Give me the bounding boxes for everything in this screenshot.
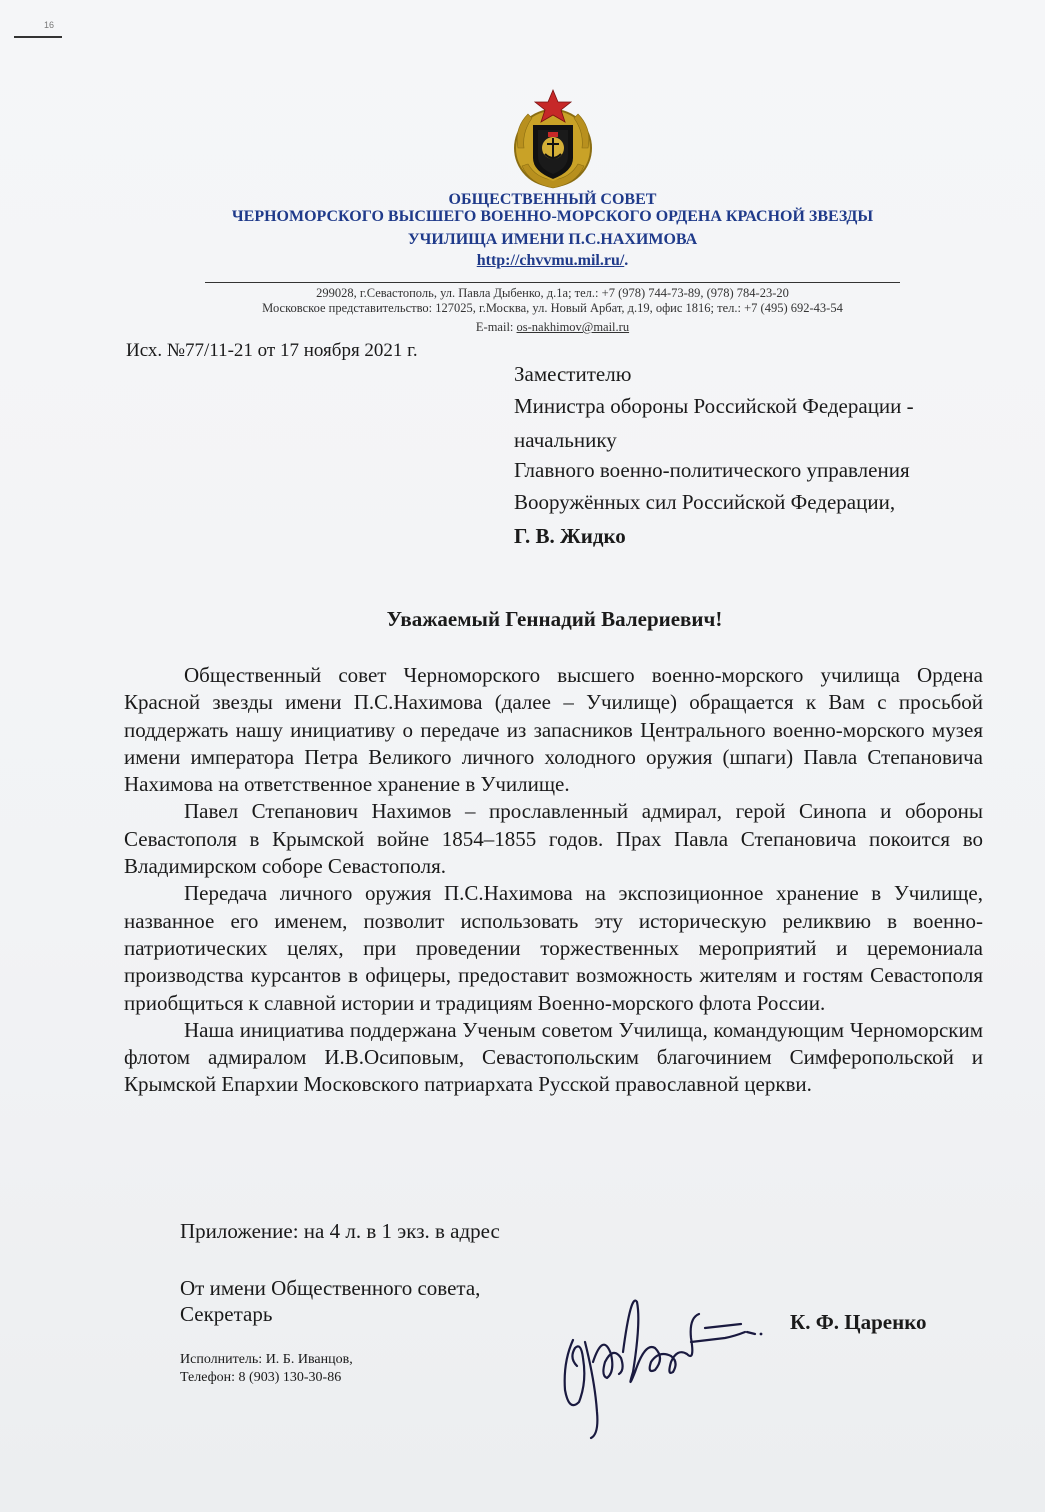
body-paragraph: Наша инициатива поддержана Ученым советом Училища, командующим Черноморским флотом адмиралом И.В.Осиповым, Севастопольским благочинием Симферопольской и Крымской Епархии Московского патриархата Русской православной церкви.	[124, 1017, 983, 1097]
org-title-line1: ОБЩЕСТВЕННЫЙ СОВЕТ	[448, 191, 657, 208]
org-title-line3: УЧИЛИЩА ИМЕНИ П.С.НАХИМОВА	[407, 231, 698, 248]
body-paragraph: Павел Степанович Нахимов – прославленный адмирал, герой Синопа и обороны Севастополя в Крымской войне 1854–1855 годов. Прах Павла Степановича покоится во Владимирском соборе Севастополя.	[124, 799, 983, 879]
address-line2: Московское представительство: 127025, г.Москва, ул. Новый Арбат, д.19, офис 1816; тел.: +7 (495) 692-43-54	[262, 301, 843, 315]
email-link[interactable]: os-nakhimov@mail.ru	[516, 320, 630, 334]
salutation: Уважаемый Геннадий Валериевич!	[386, 607, 723, 631]
address-line1: 299028, г.Севастополь, ул. Павла Дыбенко, д.1а; тел.: +7 (978) 744-73-89, (978) 784-23-20	[316, 286, 789, 300]
email-label: E-mail:	[475, 320, 517, 334]
org-website-line	[150, 252, 955, 270]
recipient-line5: Вооружённых сил Российской Федерации,	[514, 490, 896, 514]
corner-mark	[14, 36, 62, 38]
website-link[interactable]: http://chvvmu.mil.ru/	[476, 252, 625, 269]
recipient-name: Г. В. Жидко	[514, 524, 626, 548]
body-paragraph: Передача личного оружия П.С.Нахимова на экспозиционное хранение в Училище, названное его именем, позволит использовать эту историческую реликвию в военно-патриотических целях, при проведении торжественных мероприятий и церемониала производства курсантов в офицеры, предоставит возможность жителям и гостям Севастополя приобщиться к славной истории и традициям Военно-морского флота России.	[124, 881, 983, 1015]
emblem-icon	[510, 88, 596, 192]
executor-line1: Исполнитель: И. Б. Иванцов,	[180, 1352, 353, 1367]
email-line	[150, 321, 955, 334]
signature-line2: Секретарь	[180, 1302, 273, 1326]
recipient-line3: начальнику	[514, 428, 617, 452]
outgoing-reference: Исх. №77/11-21 от 17 ноября 2021 г.	[126, 340, 418, 361]
recipient-line4: Главного военно-политического управления	[514, 458, 910, 482]
recipient-line1: Заместителю	[514, 362, 632, 386]
signer-name: К. Ф. Царенко	[790, 1310, 927, 1334]
letter-body	[124, 662, 983, 1099]
annex-note: Приложение: на 4 л. в 1 экз. в адрес	[180, 1219, 500, 1243]
body-paragraph: Общественный совет Черноморского высшего военно-морского училища Ордена Красной звезды имени П.С.Нахимова (далее – Училище) обращается к Вам с просьбой поддержать нашу инициативу о передаче из запасников Центрального военно-морского музея имени императора Петра Великого личного холодного оружия (шпаги) Павла Степановича Нахимова на ответственное хранение в Училище.	[124, 663, 983, 797]
website-suffix: .	[624, 252, 629, 269]
signature-line1: От имени Общественного совета,	[180, 1276, 481, 1300]
org-title-line2: ЧЕРНОМОРСКОГО ВЫСШЕГО ВОЕННО-МОРСКОГО ОРДЕНА КРАСНОЙ ЗВЕЗДЫ	[231, 208, 874, 225]
recipient-line2: Министра обороны Российской Федерации -	[514, 394, 914, 418]
executor-line2: Телефон: 8 (903) 130-30-86	[180, 1370, 342, 1385]
handwritten-signature	[555, 1262, 775, 1442]
header-divider	[205, 282, 900, 283]
corner-number: 16	[44, 20, 55, 30]
